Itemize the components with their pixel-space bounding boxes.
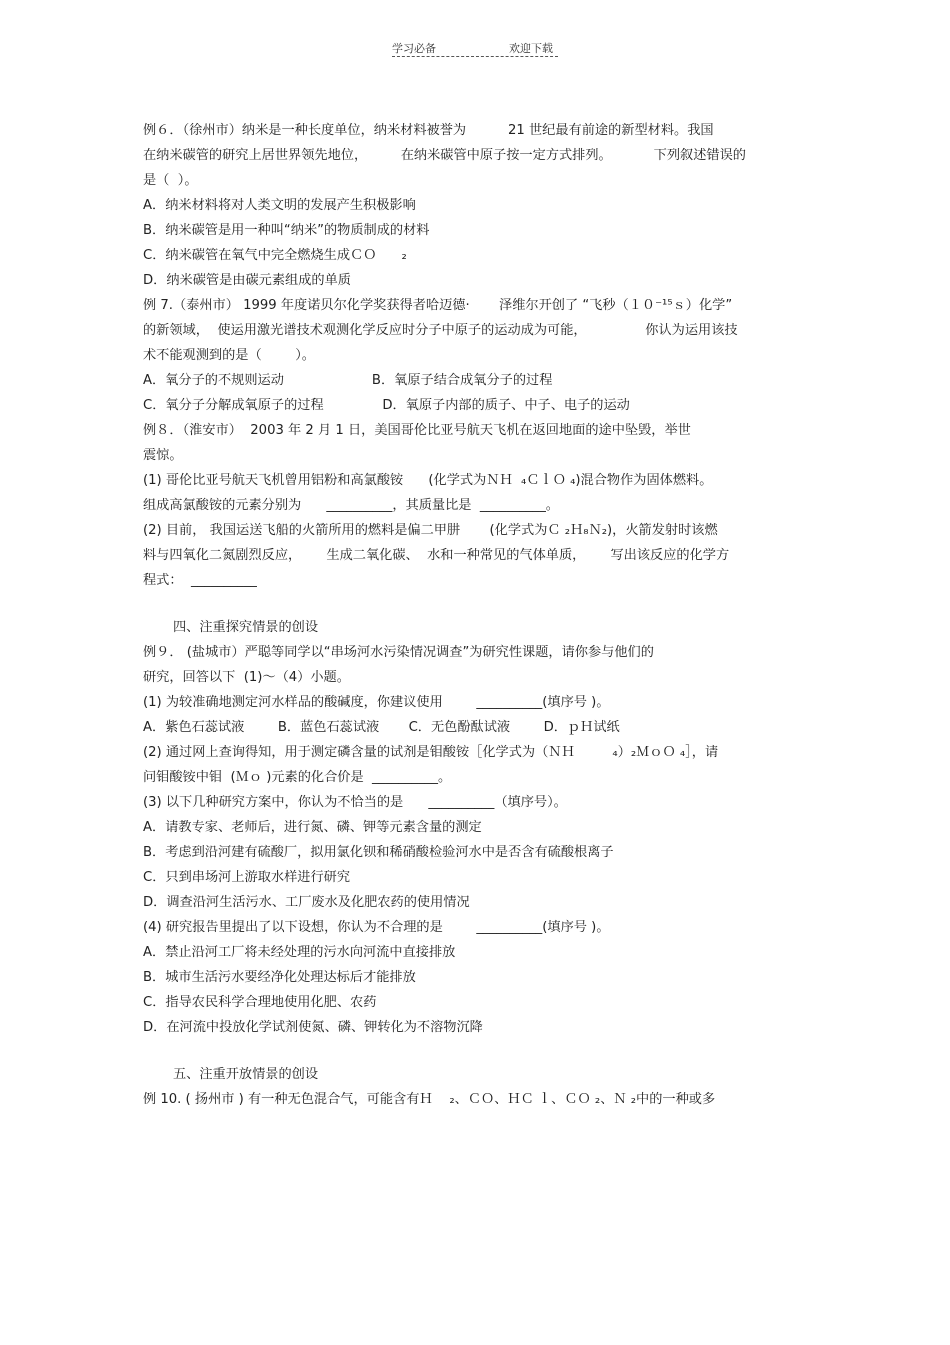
paragraph-gap [143,593,823,615]
text-line: (1) 为较准确地测定河水样品的酸碱度，你建议使用 __________(填序号 )。 [143,695,610,710]
text-line: 问钼酸铵中钼 (Ｍｏ )元素的化合价是 __________。 [143,770,452,785]
text-line: C．指导农民科学合理地使用化肥、农药 [143,995,377,1010]
text-line: C．氧分子分解成氧原子的过程 D．氧原子内部的质子、中子、电子的运动 [143,398,630,413]
text-line: 程式： __________ [143,573,257,588]
text-line: 例８．（淮安市） 2003 年 2 月 1 日，美国哥伦比亚号航天飞机在返回地面的途中坠毁，举世 [143,423,691,438]
text-line: 四、注重探究情景的创设 [173,620,319,635]
header-right-text: 欢迎下载 [509,42,553,55]
text-line: 震惊。 [143,448,183,463]
text-line: D．纳米碳管是由碳元素组成的单质 [143,273,351,288]
text-line: B．城市生活污水要经净化处理达标后才能排放 [143,970,416,985]
text-line: C．只到串场河上游取水样进行研究 [143,870,351,885]
text-line: A．紫色石蕊试液 B．蓝色石蕊试液 C．无色酚酞试液 D．ｐＨ试纸 [143,720,620,735]
text-line: (1) 哥伦比亚号航天飞机曾用铝粉和高氯酸铵 (化学式为ＮＨ ₄ＣｌＯ ₄)混合物作为固体燃料。 [143,473,713,488]
text-line: D．在河流中投放化学试剂使氮、磷、钾转化为不溶物沉降 [143,1020,483,1035]
page-header [392,40,558,58]
text-line: (4) 研究报告里提出了以下设想，你认为不合理的是 __________(填序号 )。 [143,920,610,935]
text-line: 例 7.（泰州市） 1999 年度诺贝尔化学奖获得者哈迈德· 泽维尔开创了 “飞秒（１０⁻¹⁵ｓ）化学” [143,298,733,313]
text-line: 在纳米碳管的研究上居世界领先地位， 在纳米碳管中原子按一定方式排列。 下列叙述错误的 [143,148,746,163]
text-line: 料与四氧化二氮剧烈反应， 生成二氧化碳、 水和一种常见的气体单质， 写出该反应的化学方 [143,548,730,563]
header-left-text: 学习必备 [392,42,436,55]
text-line: B．考虑到沿河建有硫酸厂，拟用氯化钡和稀硝酸检验河水中是否含有硫酸根离子 [143,845,614,860]
header-divider [392,56,558,57]
text-line: (3) 以下几种研究方案中，你认为不恰当的是 __________（填序号）。 [143,795,567,810]
text-line: C．纳米碳管在氧气中完全燃烧生成ＣＯ ₂ [143,248,407,263]
paragraph-gap [143,1040,823,1062]
text-line: 研究，回答以下 (1)～（4）小题。 [143,670,350,685]
text-line: (2) 通过网上查询得知，用于测定磷含量的试剂是钼酸铵［化学式为（ＮＨ ₄）₂ＭｏＯ ₄］，请 [143,745,719,760]
text-line: 例 10. ( 扬州市 ) 有一种无色混合气，可能含有Ｈ ₂、ＣＯ、ＨＣ ｌ、ＣＯ ₂、Ｎ ₂中的一种或多 [143,1092,716,1107]
document-body [143,118,823,1112]
text-line: 的新领域， 使运用激光谱技术观测化学反应时分子中原子的运动成为可能， 你认为运用该技 [143,323,738,338]
text-line: B．纳米碳管是用一种叫“纳米”的物质制成的材料 [143,223,430,238]
text-line: 例６．（徐州市）纳米是一种长度单位，纳米材料被誉为 21 世纪最有前途的新型材料。我国 [143,123,714,138]
text-line: (2) 目前， 我国运送飞船的火箭所用的燃料是偏二甲肼 (化学式为Ｃ ₂Ｈ₈Ｎ₂)，火箭发射时该燃 [143,523,718,538]
text-line: A．禁止沿河工厂将未经处理的污水向河流中直接排放 [143,945,456,960]
text-line: D．调查沿河生活污水、工厂废水及化肥农药的使用情况 [143,895,470,910]
text-line: 例９． (盐城市）严聪等同学以“串场河水污染情况调查”为研究性课题，请你参与他们的 [143,645,654,660]
text-line: 组成高氯酸铵的元素分别为 __________，其质量比是 __________。 [143,498,559,513]
text-line: 五、注重开放情景的创设 [173,1067,319,1082]
text-line: A．纳米材料将对人类文明的发展产生积极影响 [143,198,416,213]
text-line: 术不能观测到的是（ ）。 [143,348,315,363]
text-line: 是（ ）。 [143,173,198,188]
text-line: A．请教专家、老师后，进行氮、磷、钾等元素含量的测定 [143,820,482,835]
text-line: A．氧分子的不规则运动 B．氧原子结合成氧分子的过程 [143,373,553,388]
